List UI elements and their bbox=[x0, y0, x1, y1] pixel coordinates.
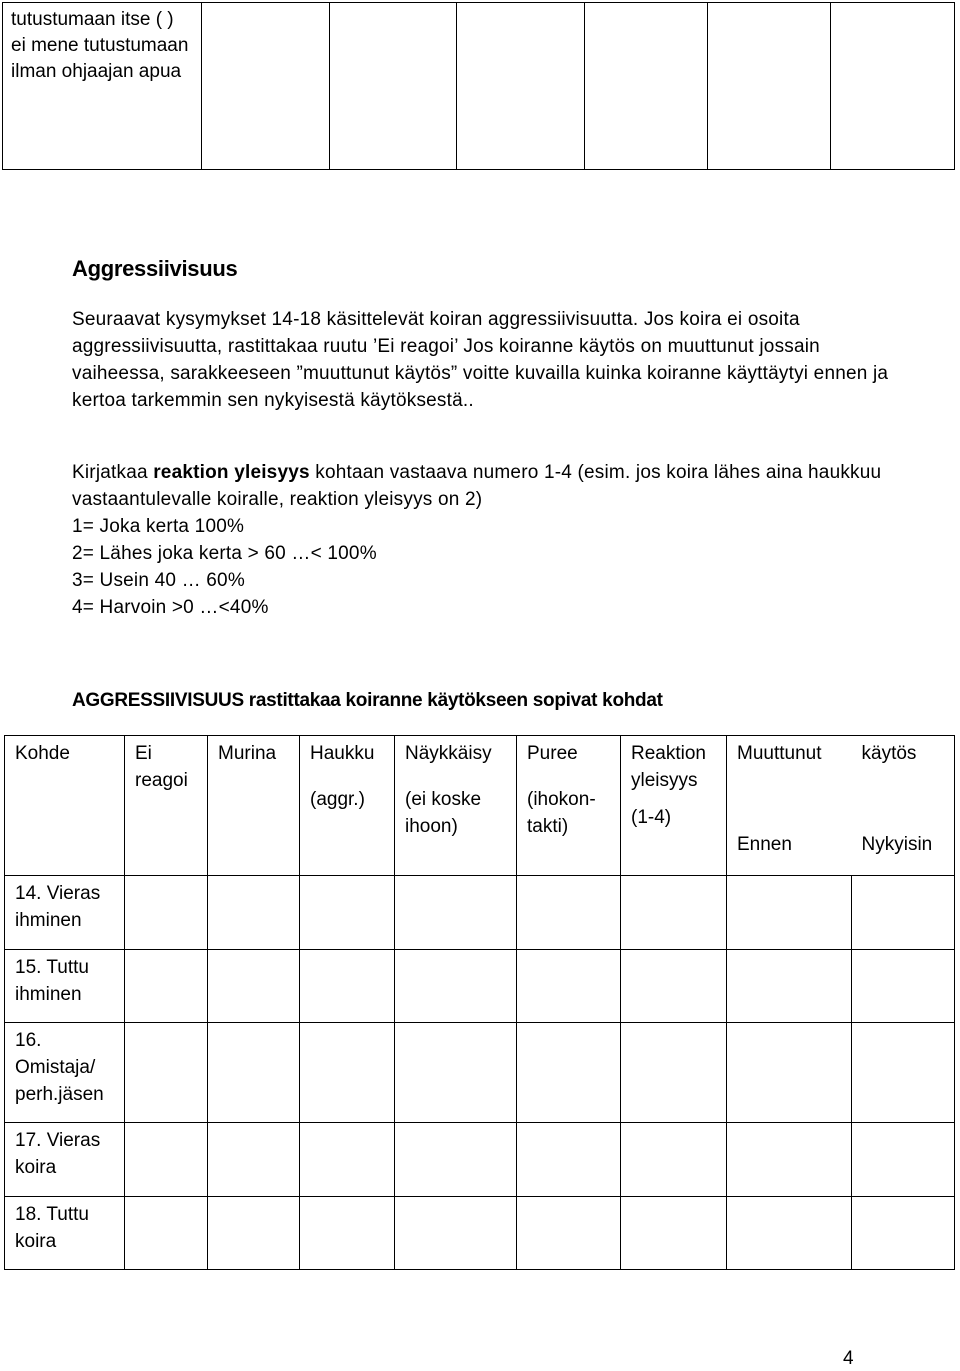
now-cell[interactable] bbox=[852, 1023, 955, 1123]
top-table-cell bbox=[202, 3, 330, 170]
checkbox-cell[interactable] bbox=[517, 1123, 621, 1197]
table-row bbox=[5, 1023, 955, 1123]
top-table-cell bbox=[585, 3, 708, 170]
checkbox-cell[interactable] bbox=[395, 1197, 517, 1270]
checkbox-cell[interactable] bbox=[125, 1123, 208, 1197]
intro-paragraph bbox=[72, 306, 892, 414]
checkbox-cell[interactable] bbox=[125, 1023, 208, 1123]
checkbox-cell[interactable] bbox=[395, 876, 517, 950]
checkbox-cell[interactable] bbox=[208, 1197, 300, 1270]
now-cell[interactable] bbox=[852, 876, 955, 950]
instruction-text bbox=[72, 459, 892, 513]
now-cell[interactable] bbox=[852, 1123, 955, 1197]
table-row bbox=[5, 1123, 955, 1197]
table-row bbox=[5, 950, 955, 1023]
header-muuttunut: Muuttunut Ennen bbox=[727, 736, 852, 876]
header-kohde: Kohde bbox=[5, 736, 125, 876]
frequency-cell[interactable] bbox=[621, 1123, 727, 1197]
header-haukku: Haukku (aggr.) bbox=[300, 736, 395, 876]
table-title: AGGRESSIIVISUUS rastittakaa koiranne käytökseen sopivat kohdat bbox=[72, 690, 663, 711]
aggression-table bbox=[4, 735, 955, 1270]
before-cell[interactable] bbox=[727, 1023, 852, 1123]
page-number: 4 bbox=[843, 1348, 854, 1369]
section-heading: Aggressiivisuus bbox=[72, 256, 238, 281]
frequency-cell[interactable] bbox=[621, 876, 727, 950]
checkbox-cell[interactable] bbox=[208, 1023, 300, 1123]
intro-text: Seuraavat kysymykset 14-18 käsittelevät koiran aggressiivisuutta. Jos koira ei osoita aggressiivisuutta, rastittakaa ruutu ’Ei reagoi’ Jos koiranne käytös on muuttunut jossain vaiheessa, sarakkeeseen ”muuttunut käytös” voitte kuvailla kuinka koiranne käyttäytyi ennen ja kertoa tarkemmin sen nykyisestä käytöksestä.. bbox=[72, 309, 889, 411]
checkbox-cell[interactable] bbox=[517, 1197, 621, 1270]
before-cell[interactable] bbox=[727, 876, 852, 950]
header-naykkaisy: Näykkäisy (ei koske ihoon) bbox=[395, 736, 517, 876]
header-ei-reagoi: Ei reagoi bbox=[125, 736, 208, 876]
header-murina: Murina bbox=[208, 736, 300, 876]
before-cell[interactable] bbox=[727, 950, 852, 1023]
checkbox-cell[interactable] bbox=[125, 876, 208, 950]
checkbox-cell[interactable] bbox=[300, 1197, 395, 1270]
checkbox-cell[interactable] bbox=[517, 876, 621, 950]
row-label: 15. Tuttu ihminen bbox=[5, 950, 125, 1023]
top-table-cell bbox=[708, 3, 831, 170]
checkbox-cell[interactable] bbox=[300, 876, 395, 950]
instruction-bold: reaktion yleisyys bbox=[153, 462, 310, 483]
checkbox-cell[interactable] bbox=[208, 950, 300, 1023]
checkbox-cell[interactable] bbox=[517, 950, 621, 1023]
top-table bbox=[2, 2, 955, 170]
row-label: 17. Vieras koira bbox=[5, 1123, 125, 1197]
before-cell[interactable] bbox=[727, 1197, 852, 1270]
checkbox-cell[interactable] bbox=[300, 1023, 395, 1123]
row-label: 16. Omistaja/ perh.jäsen bbox=[5, 1023, 125, 1123]
checkbox-cell[interactable] bbox=[517, 1023, 621, 1123]
instruction-post: kohtaan vastaava numero 1-4 (esim. jos koira lähes aina haukkuu vastaantulevalle koiralle, reaktion yleisyys on 2) bbox=[72, 462, 882, 510]
scale-item: 4= Harvoin >0 …<40% bbox=[72, 597, 269, 618]
header-reaktion-yleisyys: Reaktion yleisyys (1-4) bbox=[621, 736, 727, 876]
scale-item: 1= Joka kerta 100% bbox=[72, 516, 245, 537]
top-table-cell bbox=[330, 3, 457, 170]
scale-item: 3= Usein 40 … 60% bbox=[72, 570, 245, 591]
checkbox-cell[interactable] bbox=[208, 1123, 300, 1197]
checkbox-cell[interactable] bbox=[125, 1197, 208, 1270]
checkbox-cell[interactable] bbox=[395, 950, 517, 1023]
instruction-pre: Kirjatkaa bbox=[72, 462, 154, 483]
checkbox-cell[interactable] bbox=[125, 950, 208, 1023]
top-table-cell bbox=[831, 3, 955, 170]
now-cell[interactable] bbox=[852, 1197, 955, 1270]
table-row bbox=[5, 876, 955, 950]
header-puree: Puree (ihokon- takti) bbox=[517, 736, 621, 876]
checkbox-cell[interactable] bbox=[395, 1123, 517, 1197]
checkbox-cell[interactable] bbox=[208, 876, 300, 950]
row-label: 14. Vieras ihminen bbox=[5, 876, 125, 950]
top-table-cell bbox=[457, 3, 585, 170]
now-cell[interactable] bbox=[852, 950, 955, 1023]
table-row bbox=[5, 1197, 955, 1270]
before-cell[interactable] bbox=[727, 1123, 852, 1197]
top-table-cell: tutustumaan itse ( ) ei mene tutustumaan ilman ohjaajan apua bbox=[3, 3, 202, 170]
scale-item: 2= Lähes joka kerta > 60 …< 100% bbox=[72, 543, 377, 564]
checkbox-cell[interactable] bbox=[300, 950, 395, 1023]
checkbox-cell[interactable] bbox=[300, 1123, 395, 1197]
instructions-paragraph bbox=[72, 459, 892, 621]
checkbox-cell[interactable] bbox=[395, 1023, 517, 1123]
frequency-cell[interactable] bbox=[621, 1023, 727, 1123]
frequency-cell[interactable] bbox=[621, 1197, 727, 1270]
frequency-cell[interactable] bbox=[621, 950, 727, 1023]
header-kaytos: käytös Nykyisin bbox=[852, 736, 955, 876]
row-label: 18. Tuttu koira bbox=[5, 1197, 125, 1270]
